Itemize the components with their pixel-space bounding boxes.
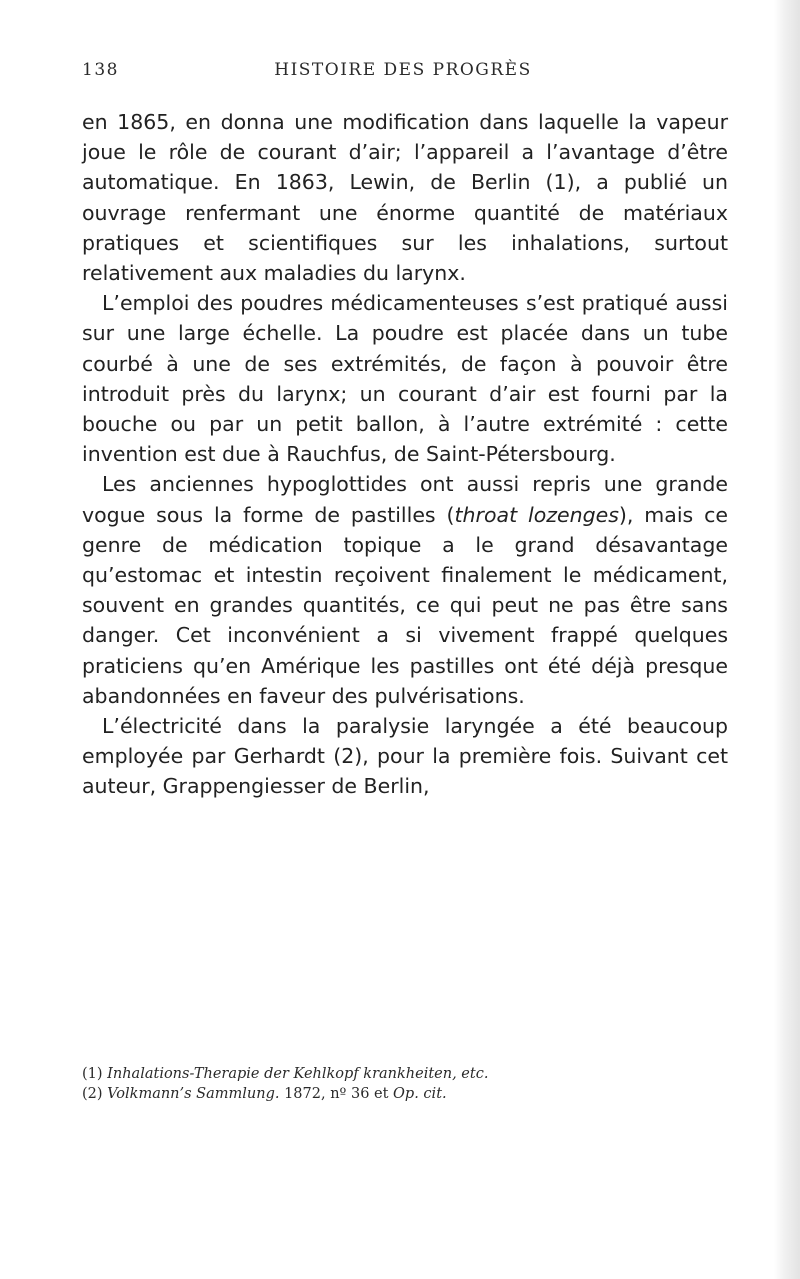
footnote-1-title: Inhalations-Therapie der Kehlkopf krankheiten, etc. bbox=[107, 1066, 489, 1082]
footnote-2-marker: (2) bbox=[82, 1086, 108, 1102]
paragraph-4: L’électricité dans la paralysie laryngée a été beaucoup employée par Gerhardt (2), pour la première fois. Suivant cet auteur, Grappengiesser de Berlin, bbox=[82, 714, 728, 799]
paragraph-1: en 1865, en donna une modification dans laquelle la vapeur joue le rôle de courant d’air; l’appareil a l’avantage d’être automatique. En 1863, Lewin, de Berlin (1), a publié un ouvrage renfermant une énorme quantité de matériaux pratiques et scientifiques sur les inhalations, surtout relativement aux maladies du larynx. bbox=[82, 110, 728, 286]
page-number: 138 bbox=[82, 60, 119, 80]
footnote-2-title: Volkmann’s Sammlung. bbox=[107, 1086, 280, 1102]
page-edge-shadow bbox=[774, 0, 800, 1279]
paragraph-3 bbox=[82, 469, 728, 711]
footnotes bbox=[82, 1064, 728, 1104]
paragraph-3-text-start: Les anciennes hypoglottides ont aussi repris une grande vogue sous la forme de pastilles ( bbox=[82, 472, 728, 527]
body-text bbox=[82, 107, 728, 802]
page-header bbox=[82, 60, 724, 86]
footnote-1-marker: (1) bbox=[82, 1066, 108, 1082]
footnote-2 bbox=[82, 1084, 728, 1104]
footnote-1 bbox=[82, 1064, 728, 1084]
running-title: HISTOIRE DES PROGRÈS bbox=[274, 60, 532, 80]
paragraph-3-italic-term: throat lozenges bbox=[454, 502, 619, 527]
paragraph-2: L’emploi des poudres médicamenteuses s’est pratiqué aussi sur une large échelle. La poudre est placée dans un tube courbé à une de ses extrémités, de façon à pouvoir être introduit près du larynx; un courant d’air est fourni par la bouche ou par un petit ballon, à l’autre extrémité : cette invention est due à Rauchfus, de Saint-Pétersbourg. bbox=[82, 291, 728, 467]
footnote-2-reference: 1872, nº 36 et bbox=[279, 1086, 394, 1102]
footnote-2-op-cit: Op. cit. bbox=[393, 1086, 447, 1102]
paragraph-3-text-end: ), mais ce genre de médication topique a le grand désavantage qu’estomac et intestin reçoivent finalement le médicament, souvent en grandes quantités, ce qui peut ne pas être sans danger. Cet inconvénient a si vivement frappé quelques praticiens qu’en Amérique les pastilles ont été déjà presque abandonnées en faveur des pulvérisations. bbox=[82, 502, 728, 708]
